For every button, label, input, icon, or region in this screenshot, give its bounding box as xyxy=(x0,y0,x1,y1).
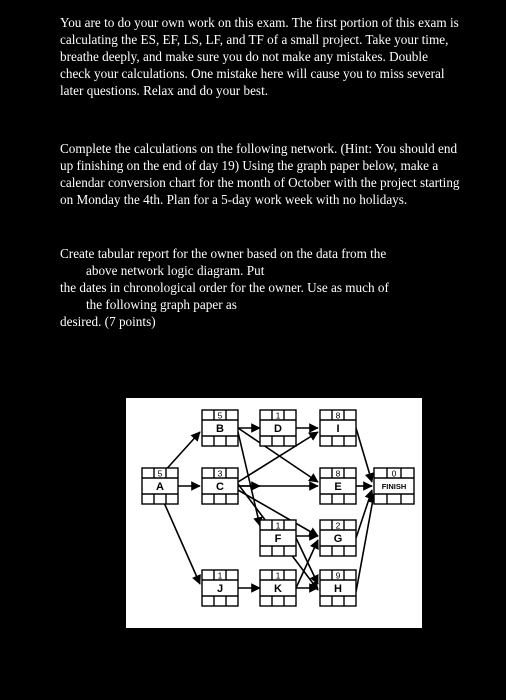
node-a xyxy=(142,468,178,504)
network-diagram-svg xyxy=(126,398,422,628)
node-e xyxy=(320,468,356,504)
report-line-4: the following graph paper as xyxy=(86,297,237,312)
arrow-f-h xyxy=(296,538,318,584)
network-logic-diagram xyxy=(126,398,422,628)
instructions-text: You are to do your own work on this exam. The first portion of this exam is calculating the ES, EF, LS, LF, and TF of a small project. Take your time, breathe deeply, and make sure you do not make any mistakes. Double check your calculations. One mistake here will cause you to miss several later questions. Relax and do your best. xyxy=(60,15,459,98)
node-a-label: A xyxy=(156,481,164,493)
node-d-label: D xyxy=(274,423,282,435)
node-a-duration: 5 xyxy=(157,468,163,479)
node-j-label: J xyxy=(216,583,224,595)
tabular-report-paragraph xyxy=(60,245,460,330)
node-i-duration: 8 xyxy=(335,410,341,421)
node-g-label: G xyxy=(333,533,343,545)
node-i-label: I xyxy=(336,423,340,435)
node-finish xyxy=(374,468,414,504)
report-line-1: Create tabular report for the owner based on the data from the xyxy=(60,246,387,261)
arrow-i-finish xyxy=(356,428,372,482)
node-f-duration: 1 xyxy=(275,520,281,531)
node-f xyxy=(260,520,296,556)
network-calculation-text: Complete the calculations on the following network. (Hint: You should end up finishing on the end of day 19) Using the graph paper below, make a calendar conversion chart for the month of October with the project starting on Monday the 4th. Plan for a 5-day work week with no holidays. xyxy=(60,141,460,207)
node-e-label: E xyxy=(334,481,342,493)
instructions-paragraph xyxy=(60,14,460,99)
node-e-duration: 8 xyxy=(335,468,341,479)
node-c-duration: 3 xyxy=(217,468,223,479)
dependency-arrows xyxy=(162,428,374,592)
node-h xyxy=(320,570,356,606)
node-k xyxy=(260,570,296,606)
node-h-duration: 9 xyxy=(335,570,341,581)
node-b-duration: 5 xyxy=(217,410,223,421)
node-g-duration: 2 xyxy=(335,520,341,531)
report-line-3: the dates in chronological order for the owner. Use as much of xyxy=(60,280,389,295)
report-line-2: above network logic diagram. Put xyxy=(86,263,265,278)
report-line-5: desired. (7 points) xyxy=(60,314,156,329)
node-c xyxy=(202,468,238,504)
node-k-label: K xyxy=(274,583,282,595)
network-calculation-paragraph xyxy=(60,140,460,208)
node-j-duration: 1 xyxy=(217,570,223,581)
node-j xyxy=(202,570,238,606)
node-c-label: C xyxy=(216,481,224,493)
node-k-duration: 1 xyxy=(275,570,281,581)
node-g xyxy=(320,520,356,556)
node-f-label: F xyxy=(274,533,282,545)
arrow-a-j xyxy=(162,498,200,584)
node-finish-label: FINISH xyxy=(381,482,407,491)
node-finish-duration: 0 xyxy=(391,468,397,479)
node-b xyxy=(202,410,238,446)
node-d-duration: 1 xyxy=(275,410,281,421)
node-b-label: B xyxy=(216,423,224,435)
node-h-label: H xyxy=(334,583,342,595)
node-d xyxy=(260,410,296,446)
node-i xyxy=(320,410,356,446)
